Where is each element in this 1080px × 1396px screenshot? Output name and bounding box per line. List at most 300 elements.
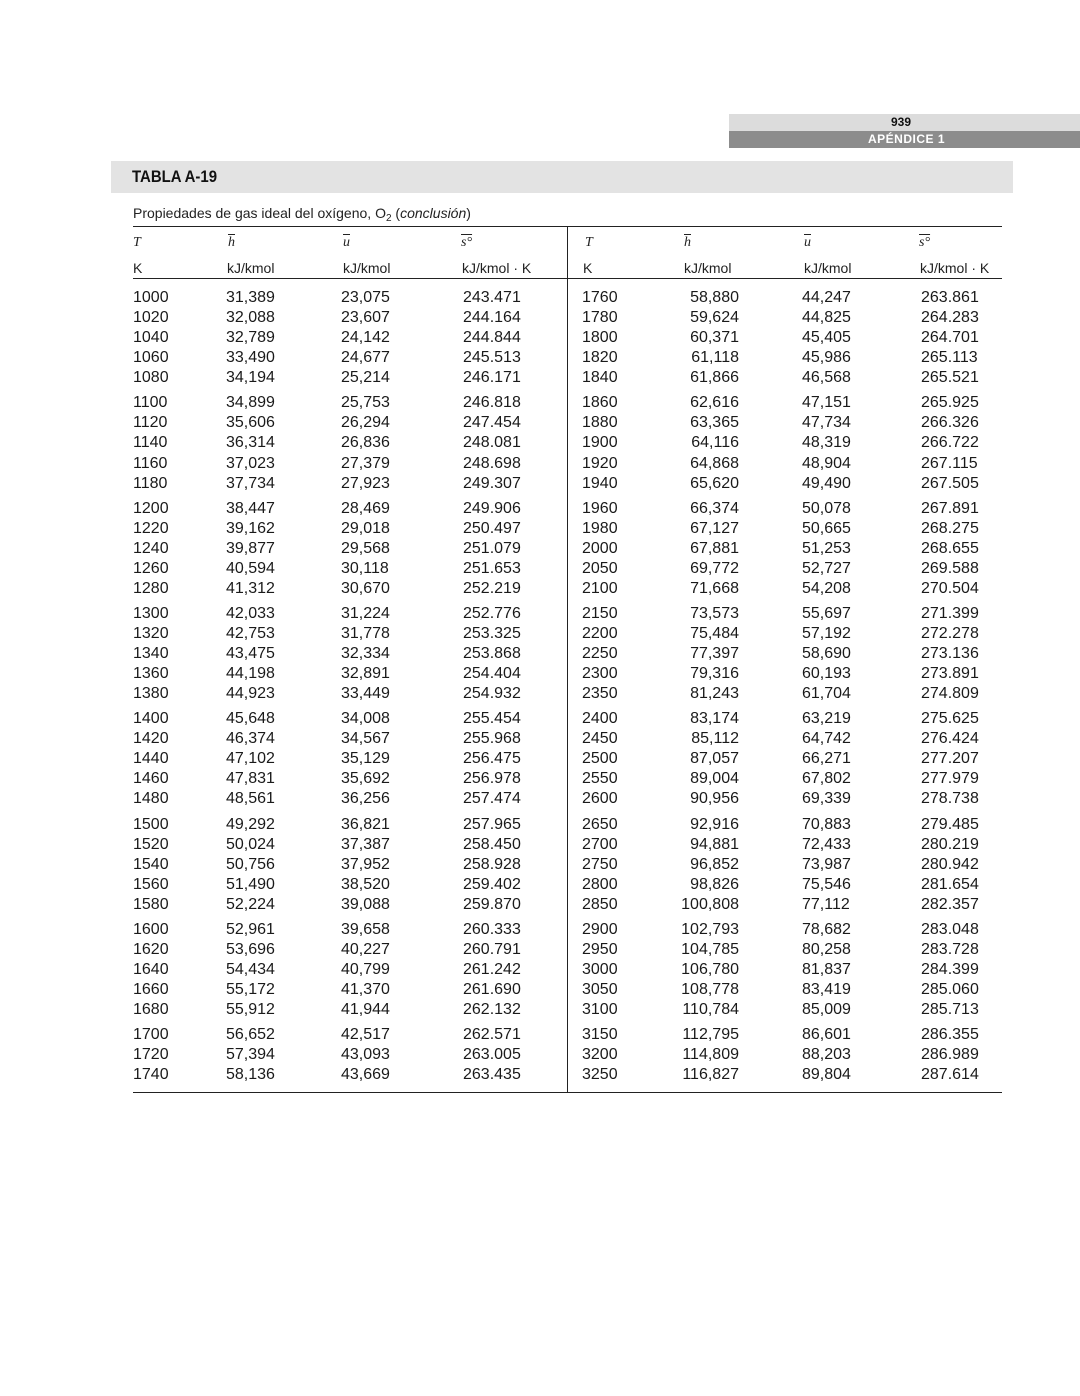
table-cell: 1780 xyxy=(582,309,618,327)
table-row xyxy=(133,920,1002,940)
table-cell: 3200 xyxy=(582,1046,618,1064)
table-cell: 38,447 xyxy=(226,499,275,517)
header-symbol-h-left: $\overline{h}$ xyxy=(228,235,235,250)
table-row xyxy=(133,519,1002,539)
table-cell: 39,088 xyxy=(341,895,390,913)
table-cell: 50,756 xyxy=(226,855,275,873)
table-row xyxy=(133,815,1002,835)
table-cell: 253.868 xyxy=(463,645,521,662)
table-cell: 23,075 xyxy=(341,289,390,306)
table-row xyxy=(133,875,1002,895)
table-cell: 285.713 xyxy=(921,1001,979,1018)
table-cell: 25,214 xyxy=(341,369,390,387)
table-cell: 52,224 xyxy=(226,895,275,913)
table-cell: 244.164 xyxy=(463,309,521,327)
table-cell: 1720 xyxy=(133,1046,169,1064)
table-cell: 262.571 xyxy=(463,1026,521,1044)
table-cell: 1080 xyxy=(133,369,169,387)
table-cell: 32,088 xyxy=(226,309,275,327)
table-cell: 266.722 xyxy=(921,434,979,452)
table-cell: 37,734 xyxy=(226,474,275,492)
table-cell: 28,469 xyxy=(341,499,390,517)
table-cell: 2200 xyxy=(582,625,618,642)
table-cell: 250.497 xyxy=(463,519,521,537)
table-cell: 67,802 xyxy=(802,770,851,788)
table-cell: 258.450 xyxy=(463,835,521,853)
table-cell: 280.942 xyxy=(921,855,979,873)
table-cell: 1300 xyxy=(133,604,169,622)
table-cell: 277.979 xyxy=(921,770,979,788)
table-title: TABLA A-19 xyxy=(132,167,218,186)
table-cell: 267.891 xyxy=(921,499,979,517)
table-cell: 53,696 xyxy=(226,940,275,958)
table-cell: 66,271 xyxy=(802,750,851,768)
table-cell: 1680 xyxy=(133,1001,169,1018)
table-cell: 254.404 xyxy=(463,665,521,683)
table-cell: 60,193 xyxy=(802,665,851,683)
table-cell: 2750 xyxy=(582,855,618,873)
table-cell: 1140 xyxy=(133,434,168,452)
table-cell: 269.588 xyxy=(921,559,979,577)
table-cell: 89,004 xyxy=(690,770,739,788)
table-cell: 36,314 xyxy=(226,434,275,452)
table-cell: 276.424 xyxy=(921,730,979,748)
table-cell: 1580 xyxy=(133,895,169,913)
table-cell: 279.485 xyxy=(921,815,979,833)
table-cell: 2050 xyxy=(582,559,618,577)
table-cell: 80,258 xyxy=(802,940,851,958)
table-cell: 77,112 xyxy=(802,895,850,913)
table-cell: 1540 xyxy=(133,855,169,873)
table-cell: 1480 xyxy=(133,790,169,808)
table-cell: 116,827 xyxy=(682,1066,739,1084)
header-unit-u-left: kJ/kmol xyxy=(343,260,391,276)
table-row xyxy=(133,433,1002,453)
table-cell: 1500 xyxy=(133,815,169,833)
table-cell: 1600 xyxy=(133,920,169,938)
table-cell: 98,826 xyxy=(690,875,739,893)
table-cell: 277.207 xyxy=(921,750,979,768)
table-cell: 39,877 xyxy=(226,539,275,557)
table-cell: 73,987 xyxy=(802,855,851,873)
table-cell: 55,697 xyxy=(802,604,851,622)
table-cell: 77,397 xyxy=(690,645,739,662)
table-cell: 265.925 xyxy=(921,394,979,412)
table-cell: 285.060 xyxy=(921,981,979,998)
table-cell: 34,567 xyxy=(341,730,390,748)
table-cell: 61,866 xyxy=(690,369,739,387)
table-cell: 69,339 xyxy=(802,790,851,808)
table-cell: 1040 xyxy=(133,329,169,347)
table-cell: 60,371 xyxy=(690,329,739,347)
table-cell: 81,837 xyxy=(802,960,851,978)
table-row xyxy=(133,474,1002,494)
table-cell: 2800 xyxy=(582,875,618,893)
table-cell: 268.655 xyxy=(921,539,979,557)
table-cell: 284.399 xyxy=(921,960,979,978)
table-cell: 49,292 xyxy=(226,815,275,833)
table-cell: 260.333 xyxy=(463,920,521,938)
table-cell: 85,009 xyxy=(802,1001,851,1018)
table-cell: 57,394 xyxy=(226,1046,275,1064)
table-cell: 32,334 xyxy=(341,645,390,662)
table-cell: 65,620 xyxy=(690,474,739,492)
table-title-band xyxy=(111,161,1013,193)
table-cell: 1520 xyxy=(133,835,169,853)
table-cell: 110,784 xyxy=(682,1001,739,1018)
table-row xyxy=(133,895,1002,915)
table-cell: 50,024 xyxy=(226,835,275,853)
table-row xyxy=(133,499,1002,519)
table-cell: 1120 xyxy=(133,414,168,432)
table-cell: 283.728 xyxy=(921,940,979,958)
table-cell: 1660 xyxy=(133,981,169,998)
table-cell: 3100 xyxy=(582,1001,618,1018)
table-cell: 2150 xyxy=(582,604,618,622)
table-cell: 55,172 xyxy=(226,981,275,998)
table-cell: 27,923 xyxy=(341,474,390,492)
table-cell: 1000 xyxy=(133,289,169,306)
table-cell: 58,880 xyxy=(690,289,739,306)
table-cell: 37,387 xyxy=(341,835,390,853)
table-cell: 1200 xyxy=(133,499,169,517)
table-cell: 272.278 xyxy=(921,625,979,642)
table-cell: 243.471 xyxy=(463,289,521,306)
table-cell: 39,162 xyxy=(226,519,275,537)
table-cell: 267.115 xyxy=(921,454,978,472)
table-cell: 1400 xyxy=(133,710,169,728)
table-cell: 67,881 xyxy=(690,539,739,557)
caption-prefix: Propiedades de gas ideal del oxígeno, O xyxy=(133,205,386,221)
table-cell: 265.113 xyxy=(921,349,978,367)
table-cell: 83,419 xyxy=(802,981,851,998)
table-cell: 1760 xyxy=(582,289,618,306)
table-cell: 54,434 xyxy=(226,960,275,978)
table-cell: 255.454 xyxy=(463,710,521,728)
table-cell: 48,561 xyxy=(226,790,275,808)
table-cell: 249.307 xyxy=(463,474,521,492)
table-cell: 274.809 xyxy=(921,685,979,703)
table-cell: 2600 xyxy=(582,790,618,808)
appendix-label: APÉNDICE 1 xyxy=(868,132,946,146)
table-cell: 58,690 xyxy=(802,645,851,662)
table-cell: 1740 xyxy=(133,1066,169,1084)
table-cell: 73,573 xyxy=(690,604,739,622)
table-cell: 106,780 xyxy=(681,960,739,978)
table-cell: 259.402 xyxy=(463,875,521,893)
table-row xyxy=(133,288,1002,308)
table-cell: 70,883 xyxy=(802,815,851,833)
table-row xyxy=(133,604,1002,624)
table-cell: 280.219 xyxy=(921,835,979,853)
table-cell: 72,433 xyxy=(802,835,851,853)
table-cell: 75,484 xyxy=(690,625,739,642)
table-cell: 41,370 xyxy=(341,981,390,998)
table-cell: 45,648 xyxy=(226,710,275,728)
table-cell: 1980 xyxy=(582,519,618,537)
table-cell: 3050 xyxy=(582,981,618,998)
table-cell: 114,809 xyxy=(682,1046,739,1064)
table-cell: 26,294 xyxy=(341,414,390,432)
table-cell: 63,219 xyxy=(802,710,851,728)
table-cell: 251.079 xyxy=(463,539,521,557)
table-cell: 1920 xyxy=(582,454,618,472)
table-cell: 2450 xyxy=(582,730,618,748)
table-cell: 35,692 xyxy=(341,770,390,788)
table-cell: 1180 xyxy=(133,474,168,492)
table-cell: 2000 xyxy=(582,539,618,557)
table-cell: 246.818 xyxy=(463,394,521,412)
table-cell: 2100 xyxy=(582,579,618,597)
header-unit-s-left: kJ/kmol · K xyxy=(462,260,532,276)
table-cell: 1380 xyxy=(133,685,169,703)
table-cell: 286.355 xyxy=(921,1026,979,1044)
header-unit-h-right: kJ/kmol xyxy=(684,260,732,276)
table-row xyxy=(133,454,1002,474)
table-cell: 287.614 xyxy=(921,1066,979,1084)
table-cell: 71,668 xyxy=(690,579,739,597)
table-row xyxy=(133,980,1002,1000)
table-cell: 248.081 xyxy=(463,434,521,452)
table-cell: 47,734 xyxy=(802,414,851,432)
table-cell: 92,916 xyxy=(690,815,739,833)
table-cell: 245.513 xyxy=(463,349,521,367)
table-cell: 1460 xyxy=(133,770,169,788)
table-cell: 244.844 xyxy=(463,329,521,347)
table-cell: 83,174 xyxy=(690,710,739,728)
table-cell: 81,243 xyxy=(690,685,739,703)
header-symbol-t-left: T xyxy=(133,235,141,250)
table-cell: 55,912 xyxy=(226,1001,275,1018)
appendix-band xyxy=(729,131,1080,148)
table-cell: 24,677 xyxy=(341,349,390,367)
table-cell: 42,753 xyxy=(226,625,275,642)
table-cell: 1800 xyxy=(582,329,618,347)
table-cell: 52,961 xyxy=(226,920,275,938)
table-cell: 258.928 xyxy=(463,855,521,873)
table-cell: 263.861 xyxy=(921,289,979,306)
page-number-band xyxy=(729,114,1080,131)
table-row xyxy=(133,960,1002,980)
header-symbol-u-left: $\overline{u}$ xyxy=(343,235,350,250)
table-cell: 268.275 xyxy=(921,519,979,537)
table-cell: 1880 xyxy=(582,414,618,432)
table-cell: 264.701 xyxy=(921,329,979,347)
table-cell: 1320 xyxy=(133,625,169,642)
table-row xyxy=(133,684,1002,704)
table-cell: 283.048 xyxy=(921,920,979,938)
table-cell: 45,986 xyxy=(802,349,851,367)
caption-subscript: 2 xyxy=(385,213,392,224)
table-cell: 96,852 xyxy=(690,855,739,873)
header-unit-t-right: K xyxy=(583,260,593,276)
table-row xyxy=(133,1025,1002,1045)
table-cell: 49,490 xyxy=(802,474,851,492)
table-cell: 1640 xyxy=(133,960,169,978)
table-cell: 89,804 xyxy=(802,1066,851,1084)
table-cell: 1220 xyxy=(133,519,169,537)
table-cell: 85,112 xyxy=(691,730,739,748)
table-row xyxy=(133,644,1002,664)
table-row xyxy=(133,940,1002,960)
table-cell: 256.475 xyxy=(463,750,521,768)
table-cell: 86,601 xyxy=(802,1026,851,1044)
table-cell: 36,256 xyxy=(341,790,390,808)
table-row xyxy=(133,835,1002,855)
table-cell: 1340 xyxy=(133,645,169,662)
table-cell: 1560 xyxy=(133,875,169,893)
table-cell: 249.906 xyxy=(463,499,521,517)
table-cell: 247.454 xyxy=(463,414,521,432)
table-cell: 34,194 xyxy=(226,369,275,387)
table-cell: 78,682 xyxy=(802,920,851,938)
table-cell: 1700 xyxy=(133,1026,169,1044)
table-cell: 52,727 xyxy=(802,559,851,577)
table-cell: 29,018 xyxy=(341,519,390,537)
table-cell: 67,127 xyxy=(690,519,739,537)
table-cell: 1060 xyxy=(133,349,169,367)
table-row xyxy=(133,393,1002,413)
table-row xyxy=(133,855,1002,875)
table-cell: 42,517 xyxy=(341,1026,390,1044)
table-cell: 2900 xyxy=(582,920,618,938)
table-cell: 66,374 xyxy=(690,499,739,517)
table-cell: 43,093 xyxy=(341,1046,390,1064)
header-symbol-h-right: $\overline{h}$ xyxy=(684,235,691,250)
header-symbol-u-right: $\overline{u}$ xyxy=(804,235,811,250)
page-number: 939 xyxy=(891,115,912,129)
header-symbol-s-left: s° xyxy=(461,235,473,250)
table-cell: 286.989 xyxy=(921,1046,979,1064)
table-cell: 26,836 xyxy=(341,434,390,452)
table-cell: 267.505 xyxy=(921,474,979,492)
table-cell: 2850 xyxy=(582,895,618,913)
table-cell: 33,490 xyxy=(226,349,275,367)
table-cell: 43,475 xyxy=(226,645,275,662)
table-cell: 282.357 xyxy=(921,895,979,913)
table-cell: 57,192 xyxy=(802,625,851,642)
table-cell: 257.965 xyxy=(463,815,521,833)
table-row xyxy=(133,729,1002,749)
table-cell: 259.870 xyxy=(463,895,521,913)
table-cell: 44,923 xyxy=(226,685,275,703)
table-cell: 3250 xyxy=(582,1066,618,1084)
table-cell: 51,490 xyxy=(226,875,275,893)
table-cell: 1860 xyxy=(582,394,618,412)
table-cell: 252.219 xyxy=(463,579,521,597)
table-cell: 1620 xyxy=(133,940,169,958)
header-unit-s-right: kJ/kmol · K xyxy=(920,260,990,276)
header-unit-t-left: K xyxy=(133,260,143,276)
table-cell: 3150 xyxy=(582,1026,618,1044)
table-cell: 251.653 xyxy=(463,559,521,577)
table-cell: 37,952 xyxy=(341,855,390,873)
table-cell: 2250 xyxy=(582,645,618,662)
table-cell: 54,208 xyxy=(802,579,851,597)
table-cell: 44,198 xyxy=(226,665,275,683)
table-cell: 33,449 xyxy=(341,685,390,703)
table-cell: 1420 xyxy=(133,730,169,748)
table-cell: 69,772 xyxy=(690,559,739,577)
table-cell: 50,665 xyxy=(802,519,851,537)
table-row xyxy=(133,348,1002,368)
table-cell: 104,785 xyxy=(681,940,739,958)
table-cell: 1940 xyxy=(582,474,618,492)
table-cell: 45,405 xyxy=(802,329,851,347)
table-cell: 51,253 xyxy=(802,539,851,557)
table-cell: 112,795 xyxy=(682,1026,739,1044)
table-cell: 56,652 xyxy=(226,1026,275,1044)
table-cell: 58,136 xyxy=(226,1066,275,1084)
table-cell: 38,520 xyxy=(341,875,390,893)
table-cell: 273.136 xyxy=(921,645,979,662)
table-cell: 40,594 xyxy=(226,559,275,577)
table-row xyxy=(133,664,1002,684)
table-cell: 24,142 xyxy=(341,329,390,347)
table-cell: 262.132 xyxy=(463,1001,521,1018)
table-cell: 257.474 xyxy=(463,790,521,808)
table-row xyxy=(133,789,1002,809)
table-cell: 41,944 xyxy=(341,1001,390,1018)
table-cell: 34,899 xyxy=(226,394,275,412)
table-row xyxy=(133,328,1002,348)
table-cell: 39,658 xyxy=(341,920,390,938)
table-cell: 44,825 xyxy=(802,309,851,327)
header-unit-h-left: kJ/kmol xyxy=(227,260,275,276)
table-cell: 64,868 xyxy=(690,454,739,472)
table-cell: 63,365 xyxy=(690,414,739,432)
table-cell: 246.171 xyxy=(463,369,521,387)
table-cell: 40,799 xyxy=(341,960,390,978)
table-cell: 36,821 xyxy=(341,815,390,833)
table-cell: 61,704 xyxy=(802,685,851,703)
table-row xyxy=(133,539,1002,559)
table-cell: 2550 xyxy=(582,770,618,788)
table-cell: 264.283 xyxy=(921,309,979,327)
table-cell: 64,742 xyxy=(802,730,851,748)
table-cell: 32,789 xyxy=(226,329,275,347)
table-cell: 35,606 xyxy=(226,414,275,432)
table-cell: 1360 xyxy=(133,665,169,683)
header-symbol-t-right: T xyxy=(585,235,593,250)
table-row xyxy=(133,368,1002,388)
table-cell: 252.776 xyxy=(463,604,521,622)
table-cell: 62,616 xyxy=(690,394,739,412)
table-row xyxy=(133,1065,1002,1085)
table-cell: 266.326 xyxy=(921,414,979,432)
table-row xyxy=(133,559,1002,579)
table-cell: 47,151 xyxy=(802,394,851,412)
table-cell: 275.625 xyxy=(921,710,979,728)
table-row xyxy=(133,1000,1002,1020)
header-unit-u-right: kJ/kmol xyxy=(804,260,852,276)
table-cell: 263.435 xyxy=(463,1066,521,1084)
table-cell: 46,374 xyxy=(226,730,275,748)
table-cell: 2350 xyxy=(582,685,618,703)
table-cell: 87,057 xyxy=(690,750,739,768)
table-row xyxy=(133,709,1002,729)
table-cell: 2400 xyxy=(582,710,618,728)
table-cell: 255.968 xyxy=(463,730,521,748)
table-cell: 281.654 xyxy=(921,875,979,893)
table-cell: 1900 xyxy=(582,434,618,452)
table-cell: 2300 xyxy=(582,665,618,683)
table-cell: 102,793 xyxy=(681,920,739,938)
table-cell: 35,129 xyxy=(341,750,390,768)
table-cell: 37,023 xyxy=(226,454,275,472)
table-cell: 2650 xyxy=(582,815,618,833)
table-cell: 25,753 xyxy=(341,394,390,412)
